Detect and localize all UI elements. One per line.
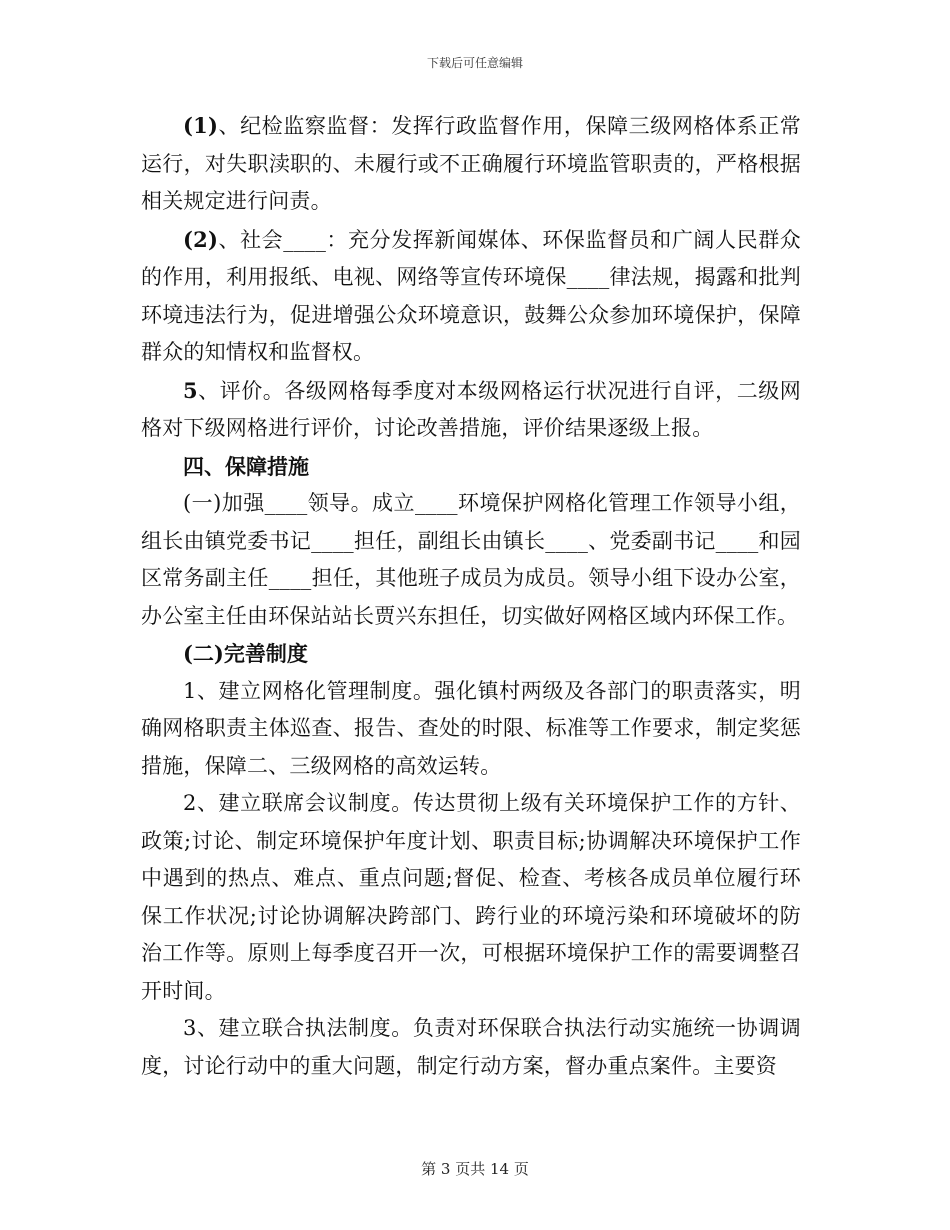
document-body [141, 107, 801, 1085]
paragraph [141, 785, 801, 1010]
paragraph [141, 673, 801, 786]
paragraph-number: (1) [183, 113, 219, 138]
paragraph [141, 1010, 801, 1085]
paragraph-text: 、社会____：充分发挥新闻媒体、环保监督员和广阔人民群众的作用，利用报纸、电视、网络等宣传环境保____律法规，揭露和批判环境违法行为，促进增强公众环境意识，鼓舞公众参加环境保护，保障群众的知情权和监督权。 [141, 227, 801, 364]
paragraph [141, 372, 801, 448]
paragraph-text: 1、建立网格化管理制度。强化镇村两级及各部门的职责落实，明确网格职责主体巡查、报告、查处的时限、标准等工作要求，制定奖惩措施，保障二、三级网格的高效运转。 [141, 678, 801, 778]
paragraph-text: 、评价。各级网格每季度对本级网格运行状况进行自评，二级网格对下级网格进行评价，讨论改善措施，评价结果逐级上报。 [141, 378, 801, 440]
paragraph [141, 485, 801, 635]
paragraph [141, 107, 801, 221]
paragraph-number: (2) [183, 226, 219, 252]
paragraph [141, 221, 801, 372]
page-header: 下载后可任意编辑 [426, 56, 523, 70]
paragraph-text: 3、建立联合执法制度。负责对环保联合执法行动实施统一协调调度，讨论行动中的重大问题，制定行动方案，督办重点案件。主要资 [141, 1016, 801, 1078]
page-number-footer: 第 3 页共 14 页 [421, 1160, 529, 1178]
paragraph-text: 、纪检监察监督：发挥行政监督作用，保障三级网格体系正常运行，对失职渎职的、未履行或不正确履行环境监管职责的，严格根据相关规定进行问责。 [141, 114, 801, 213]
section-heading: 四、保障措施 [183, 453, 309, 479]
paragraph-text: 2、建立联席会议制度。传达贯彻上级有关环境保护工作的方针、政策;讨论、制定环境保护年度计划、职责目标;协调解决环境保护工作中遇到的热点、难点、重点问题;督促、检查、考核各成员单位履行环保工作状况;讨论协调解决跨部门、跨行业的环境污染和环境破坏的防治工作等。原则上每季度召开一次，可根据环境保护工作的需要调整召开时间。 [141, 791, 801, 1003]
subsection-heading: (二)完善制度 [183, 641, 308, 666]
paragraph-text: (一)加强____领导。成立____环境保护网格化管理工作领导小组，组长由镇党委书记____担任，副组长由镇长____、党委副书记____和园区常务副主任____担任，其他班子成员为成员。领导小组下设办公室，办公室主任由环保站站长贾兴东担任，切实做好网格区域内环保工作。 [141, 491, 801, 628]
paragraph-number: 5 [183, 377, 198, 403]
